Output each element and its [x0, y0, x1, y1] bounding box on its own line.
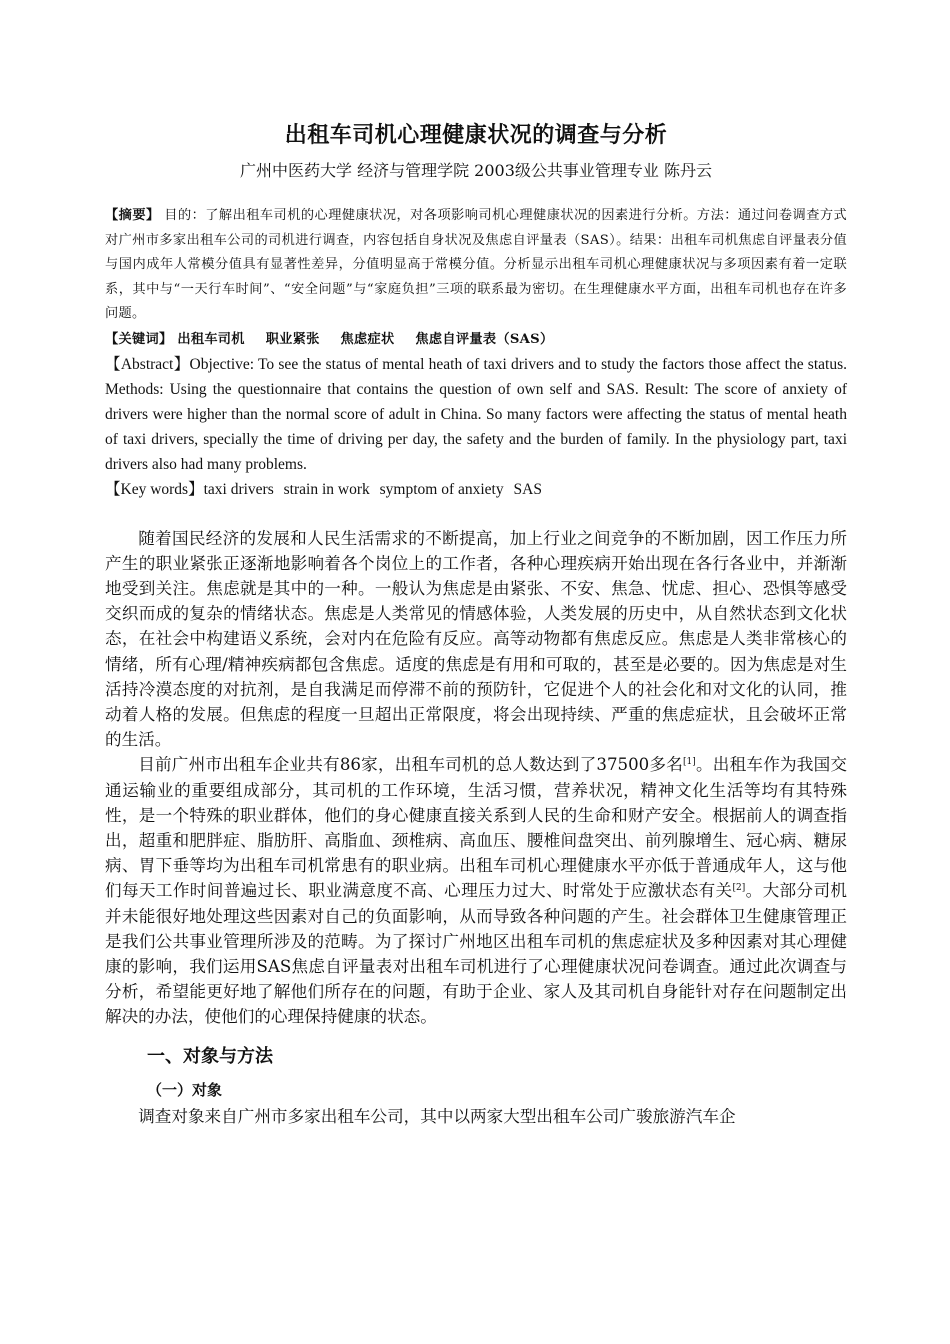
keyword-cn: 焦虑自评量表（SAS）	[415, 331, 554, 347]
abstract-cn-label: 【摘要】	[105, 208, 160, 223]
keyword-en: SAS	[513, 480, 542, 498]
body-paragraph-1: 随着国民经济的发展和人民生活需求的不断提高，加上行业之间竞争的不断加剧，因工作压力所产生的职业紧张正逐渐地影响着各个岗位上的工作者，各种心理疾病开始出现在各行各业中，并渐渐地受到关注。焦虑就是其中的一种。一般认为焦虑是由紧张、不安、焦急、忧虑、担心、恐惧等感受交织而成的复杂的情绪状态。焦虑是人类常见的情感体验，人类发展的历史中，从自然状态到文化状态，在社会中构建语义系统，会对内在危险有反应。高等动物都有焦虑反应。焦虑是人类非常核心的情绪，所有心理/精神疾病都包含焦虑。适度的焦虑是有用和可取的，甚至是必要的。因为焦虑是对生活持冷漠态度的对抗剂，是自我满足而停滞不前的预防针，它促进个人的社会化和对文化的认同，推动着人格的发展。但焦虑的程度一旦超出正常限度，将会出现持续、严重的焦虑症状，且会破坏正常的生活。	[105, 528, 847, 750]
body-paragraph-2	[105, 752, 847, 1029]
paper-title: 出租车司机心理健康状况的调查与分析	[284, 123, 668, 148]
keyword-cn: 焦虑症状	[340, 331, 395, 347]
section-heading: 一、对象与方法	[147, 1045, 273, 1067]
abstract-en-text: Objective: To see the status of mental heath of taxi drivers and to study the factors those affect the status. Methods: Using the questionnaire that contains the question of own self and SAS. Result: The score of anxiety of drivers were higher than the normal score of adult in China. So many factors were affecting the status of mental heath of taxi drivers, specially the time of driving per day, the safety and the burden of family. In the physiology part, taxi drivers also had many problems.	[105, 355, 847, 473]
keywords-en-label: 【Key words】	[105, 480, 204, 498]
keywords-en	[105, 477, 847, 502]
subsection-paragraph: 调查对象来自广州市多家出租车公司，其中以两家大型出租车公司广骏旅游汽车企	[138, 1106, 736, 1126]
body-p2-part-a: 目前广州市出租车企业共有86家，出租车司机的总人数达到了37500多名	[138, 755, 684, 775]
keywords-cn-label: 【关键词】	[105, 331, 173, 347]
abstract-cn-text: 目的：了解出租车司机的心理健康状况，对各项影响司机心理健康状况的因素进行分析。方法：通过问卷调查方式对广州市多家出租车公司的司机进行调查，内容包括自身状况及焦虑自评量表（SAS）。结果：出租车司机焦虑自评量表分值与国内成年人常模分值具有显著性差异，分值明显高于常模分值。分析显示出租车司机心理健康状况与多项因素有着一定联系，其中与“一天行车时间”、“安全问题”与“家庭负担”三项的联系最为密切。在生理健康水平方面，出租车司机也存在许多问题。	[105, 208, 847, 321]
citation-ref-1: [1]	[683, 757, 696, 768]
keyword-en: taxi drivers	[203, 480, 274, 498]
keyword-cn: 职业紧张	[265, 331, 320, 347]
body-text	[105, 526, 847, 1030]
author-line: 广州中医药大学 经济与管理学院 2003级公共事业管理专业 陈丹云	[240, 161, 712, 180]
abstract-cn	[105, 204, 847, 327]
abstract-en-label: 【Abstract】	[105, 355, 190, 373]
keywords-cn	[105, 327, 847, 352]
abstract-en	[105, 352, 847, 477]
body-p2-part-b: 。出租车作为我国交通运输业的重要组成部分，其司机的工作环境，生活习惯，营养状况，精神文化生活等均有其特殊性，是一个特殊的职业群体，他们的身心健康直接关系到人民的生命和财产安全。根据前人的调查指出，超重和肥胖症、脂肪肝、高脂血、颈椎病、高血压、腰椎间盘突出、前列腺增生、冠心病、糖尿病、胃下垂等均为出租车司机常患有的职业病。出租车司机心理健康水平亦低于普通成年人，这与他们每天工作时间普遍过长、职业满意度不高、心理压力过大、时常处于应激状态有关	[105, 755, 847, 901]
body-p2-part-c: 。大部分司机并未能很好地处理这些因素对自己的负面影响，从而导致各种问题的产生。社会群体卫生健康管理正是我们公共事业管理所涉及的范畴。为了探讨广州地区出租车司机的焦虑症状及多种因素对其心理健康的影响，我们运用SAS焦虑自评量表对出租车司机进行了心理健康状况问卷调查。通过此次调查与分析，希望能更好地了解他们所存在的问题，有助于企业、家人及其司机自身能针对存在问题制定出解决的办法，使他们的心理保持健康的状态。	[105, 881, 848, 1027]
keyword-en: symptom of anxiety	[379, 480, 504, 498]
subsection-heading: （一）对象	[147, 1080, 223, 1099]
keyword-cn: 出租车司机	[177, 331, 245, 347]
keyword-en: strain in work	[283, 480, 370, 498]
citation-ref-2: [2]	[732, 883, 746, 894]
paper-page	[105, 118, 847, 1129]
